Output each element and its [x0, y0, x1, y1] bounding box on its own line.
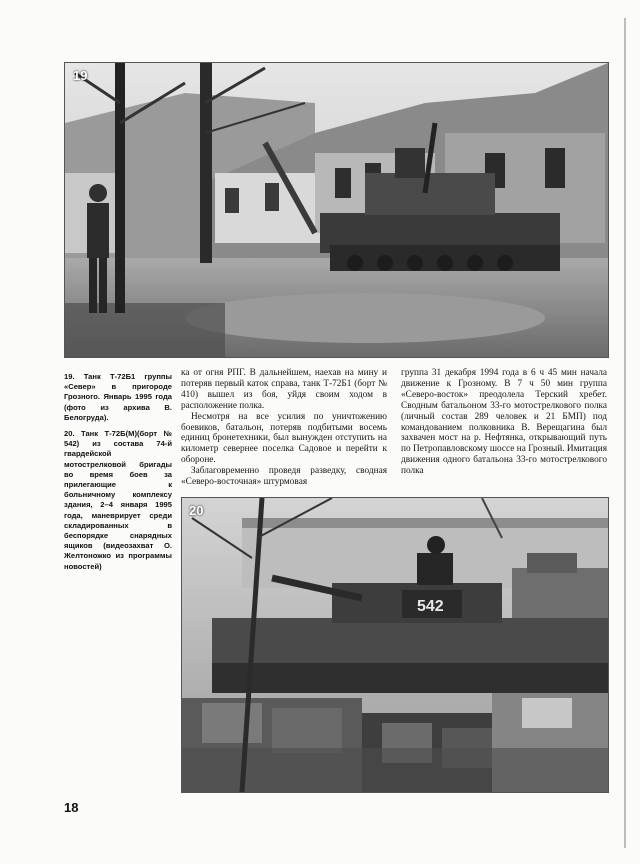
page-edge [624, 18, 626, 848]
paragraph: группа 31 декабря 1994 года в 6 ч 45 мин начала движение к Грозному. В 7 ч 50 мин группа «Северо-восток» преодолела Терский хребет. Сводным батальоном 33-го мотострелкового полка (личный состав 289 человек и 21 БМП) под командованием полковника В. Верещагина был захвачен мост на р. Нефтянка, открывающий путь по Петропавловскому шоссе на Грозный. Имитация движения одного батальона 33-го мотострелкового полка [401, 368, 607, 477]
figure-number-20: 20 [189, 503, 204, 518]
caption-20: 20. Танк Т-72Б(М)(борт № 542) из состава 74-й гвардейской мотострелковой бригады во время боев за прилегающие к больничному комплексу здания, 2–4 января 1995 года, маневрирует среди складированных в беспорядке снарядных ящиков (видеозахват О. Желтоножко из программы новостей) [64, 429, 172, 571]
paragraph: Несмотря на все усилия по уничтожению боевиков, батальон, потеряв подбитыми восемь единиц бронетехники, был вынужден отступить на километр севернее поселка Садовое и перейти к обороне. [181, 411, 387, 466]
paragraph: ка от огня РПГ. В дальнейшем, наехав на мину и потеряв первый каток справа, танк Т-72Б1 (борт № 410) вышел из боя, уйдя своим ходом в расположение полка. [181, 368, 387, 411]
paragraph: Заблаговременно проведя разведку, сводная «Северо-восточная» штурмовая [181, 466, 387, 488]
page-number: 18 [64, 800, 79, 815]
photo-20 [181, 497, 609, 793]
captions-column [64, 372, 172, 578]
text-column-2 [181, 368, 387, 488]
figure-number-19: 19 [73, 68, 88, 83]
text-column-3 [401, 368, 607, 477]
caption-19: 19. Танк Т-72Б1 группы «Север» в пригороде Грозного. Январь 1995 года (фото из архива В. Белогруда). [64, 372, 172, 422]
photo-19 [64, 62, 609, 358]
tank-number: 542 [417, 598, 444, 615]
